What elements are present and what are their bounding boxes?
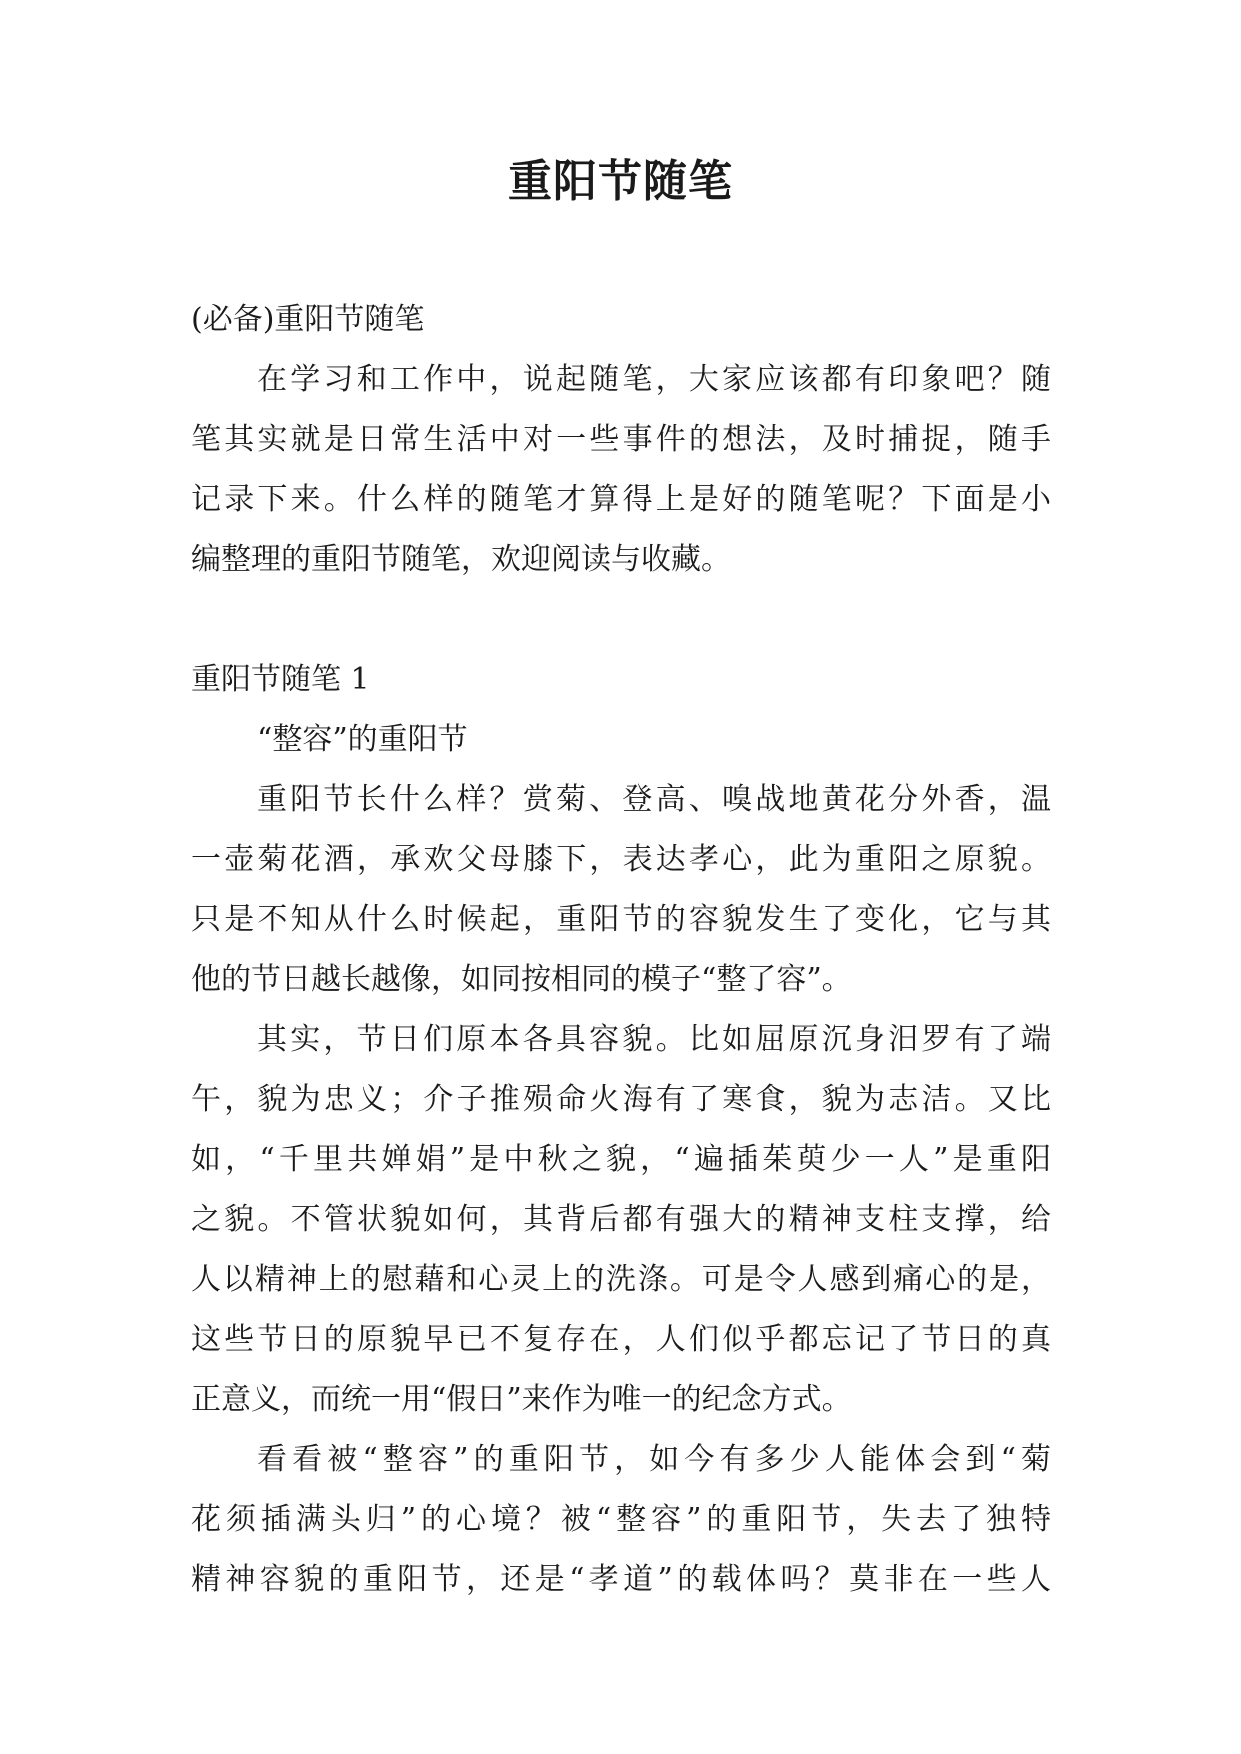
- section-heading: 重阳节随笔 1: [191, 662, 370, 697]
- paragraph-line: 午，貌为忠义；介子推殒命火海有了寒食，貌为志洁。又比: [191, 1082, 1051, 1117]
- intro-line: 编整理的重阳节随笔，欢迎阅读与收藏。: [191, 542, 731, 577]
- paragraph-line: 正意义，而统一用“假日”来作为唯一的纪念方式。: [191, 1382, 852, 1417]
- paragraph-3: [191, 1430, 1051, 1610]
- essay-subtitle: “整容”的重阳节: [257, 722, 468, 757]
- paragraph-line: 一壶菊花酒，承欢父母膝下，表达孝心，此为重阳之原貌。: [191, 842, 1051, 877]
- intro-line: 笔其实就是日常生活中对一些事件的想法，及时捕捉，随手: [191, 422, 1051, 457]
- intro-paragraph: [191, 350, 1051, 590]
- paragraph-line: 看看被“整容”的重阳节，如今有多少人能体会到“菊: [257, 1442, 1051, 1477]
- paragraph-line: 花须插满头归”的心境？被“整容”的重阳节，失去了独特: [191, 1502, 1051, 1537]
- paragraph-line: 之貌。不管状貌如何，其背后都有强大的精神支柱支撑，给: [191, 1202, 1051, 1237]
- intro-line: 记录下来。什么样的随笔才算得上是好的随笔呢？下面是小: [191, 482, 1051, 517]
- document-body: [191, 290, 1051, 1610]
- paragraph-1: [191, 770, 1051, 1010]
- paragraph-line: 其实，节日们原本各具容貌。比如屈原沉身汨罗有了端: [257, 1022, 1051, 1057]
- document-title: 重阳节随笔: [508, 156, 733, 207]
- paragraph-line: 如，“千里共婵娟”是中秋之貌，“遍插茱萸少一人”是重阳: [191, 1142, 1051, 1177]
- paragraph-line: 他的节日越长越像，如同按相同的模子“整了容”。: [191, 962, 852, 997]
- intro-heading: (必备)重阳节随笔: [191, 302, 425, 337]
- paragraph-line: 人以精神上的慰藉和心灵上的洗涤。可是令人感到痛心的是，: [191, 1262, 1051, 1297]
- intro-line: 在学习和工作中，说起随笔，大家应该都有印象吧？随: [257, 362, 1051, 397]
- section-gap: [191, 590, 1051, 650]
- paragraph-line: 这些节日的原貌早已不复存在，人们似乎都忘记了节日的真: [191, 1322, 1051, 1357]
- paragraph-line: 精神容貌的重阳节，还是“孝道”的载体吗？莫非在一些人: [191, 1562, 1051, 1597]
- paragraph-line: 重阳节长什么样？赏菊、登高、嗅战地黄花分外香，温: [257, 782, 1051, 817]
- paragraph-line: 只是不知从什么时候起，重阳节的容貌发生了变化，它与其: [191, 902, 1051, 937]
- paragraph-2: [191, 1010, 1051, 1430]
